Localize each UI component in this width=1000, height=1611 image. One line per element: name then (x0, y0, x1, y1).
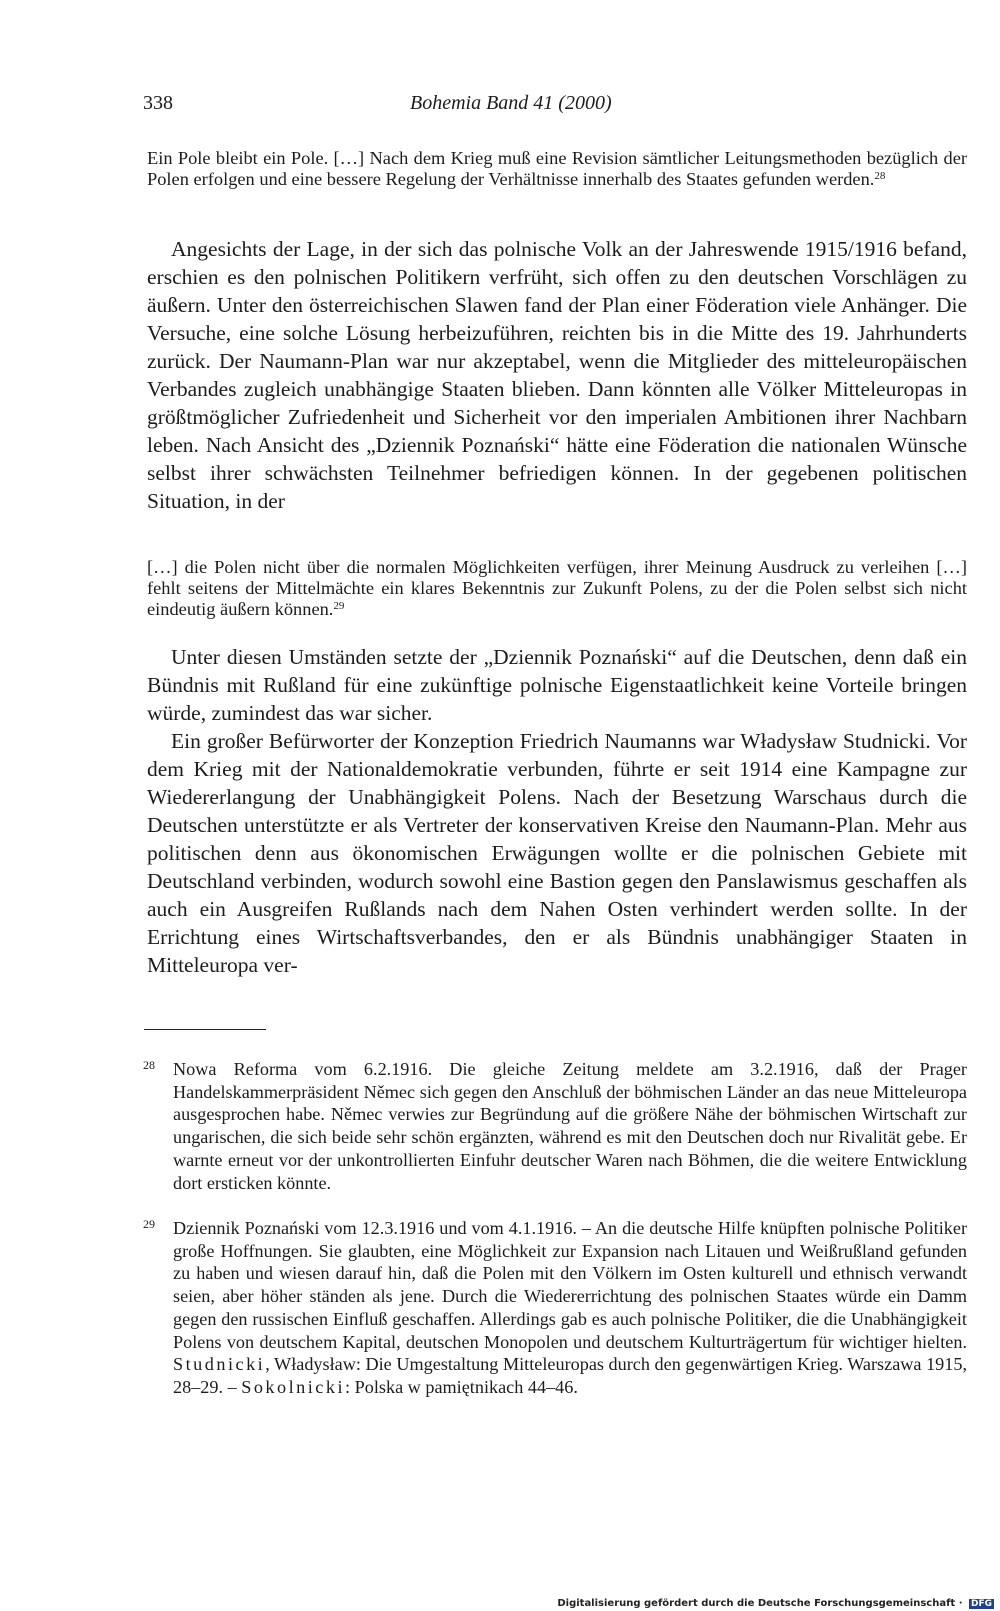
footnote-28-text: Nowa Reforma vom 6.2.1916. Die gleiche Zeitung meldete am 3.2.1916, daß der Prager Handelskammerpräsident Němec sich gegen den Anschluß der böhmischen Länder an das neue Mitteleuropa ausgesprochen habe. Němec verwies zur Begründung auf die größere Nähe der böhmischen Wirtschaft zur ungarischen, die sich beide sehr schön ergänzten, während es mit den Deutschen doch nur Rivalität gebe. Er warnte erneut vor der unkontrollierten Einfuhr deutscher Waren nach Böhmen, die die weitere Entwicklung dort ersticken könnte. (173, 1059, 967, 1193)
quote-1-text: Ein Pole bleibt ein Pole. […] Nach dem Krieg muß eine Revision sämtlicher Leitungsmethoden bezüglich der Polen erfolgen und eine bessere Regelung der Verhältnisse innerhalb des Staates gefunden werden. (147, 148, 967, 189)
footnote-29-author-2: Sokolnicki (241, 1376, 346, 1397)
footnote-29-text-a: Dziennik Poznański vom 12.3.1916 und vom 4.1.1916. – An die deutsche Hilfe knüpften polnische Politiker große Hoffnungen. Sie glaubten, eine Möglichkeit zur Expansion nach Litauen und Weißrußland gefunden zu haben und wiesen darauf hin, daß die Polen mit den Völkern im Osten kulturell und ethnisch verwandt seien, aber höher ständen als jene. Durch die Wiedererrichtung des polnischen Staates würde ein Damm gegen den russischen Einfluß geschaffen. Allerdings gab es auch polnische Politiker, die die Unabhängigkeit Polens von deutschem Kapital, deutschen Monopolen und deutschem Kulturträgertum für wichtiger hielten. (173, 1218, 967, 1352)
dfg-logo: DFG (970, 1599, 992, 1609)
page-number: 338 (143, 92, 173, 114)
footnote-ref-28: 28 (874, 169, 886, 182)
digitization-note: Digitalisierung gefördert durch die Deutsche Forschungsgemeinschaft (557, 1598, 956, 1609)
paragraph-3-text: Ein großer Befürworter der Konzeption Friedrich Naumanns war Władysław Studnicki. Vor dem Krieg mit der Nationaldemokratie verbunden, führte er seit 1914 eine Kampagne zur Wiedererlangung der Unabhängigkeit Polens. Nach der Besetzung Warschaus durch die Deutschen unterstützte er als Vertreter der konservativen Kreise den Naumann-Plan. Mehr aus politischen denn aus ökonomischen Erwägungen wollte er die polnischen Gebiete mit Deutschland verbinden, wodurch sowohl eine Bastion gegen den Panslawismus geschaffen als auch ein Ausgreifen Rußlands nach dem Nahen Osten verhindert werden sollte. In der Errichtung eines Wirtschaftsverbandes, den er als Bündnis unabhängiger Staaten in Mitteleuropa ver- (147, 729, 967, 977)
footnote-29-author-1: Studnicki (173, 1354, 266, 1375)
footnote-29-text (173, 1217, 967, 1399)
block-quote-2 (147, 557, 967, 620)
footnote-28 (143, 1058, 967, 1194)
footnote-29-text-b: , Władysław: Die Umgestaltung Mitteleuropas durch den gegenwärtigen Krieg. Warszawa 1915, 28–29. – (173, 1354, 967, 1397)
block-quote-1 (147, 148, 967, 190)
paragraph-group-2 (147, 643, 967, 979)
paragraph-1-text: Angesichts der Lage, in der sich das polnische Volk an der Jahreswende 1915/1916 befand, erschien es den polnischen Politikern verfrüht, sich offen zu den deutschen Vorschlägen zu äußern. Unter den österreichischen Slawen fand der Plan einer Föderation viele Anhänger. Die Versuche, eine solche Lösung herbeizuführen, reichten bis in die Mitte des 19. Jahrhunderts zurück. Der Naumann-Plan war nur akzeptabel, wenn die Mitglieder des mitteleuropäischen Verbandes zugleich unabhängige Staaten blieben. Dann könnten alle Völker Mitteleuropas in größtmöglicher Zufriedenheit und Sicherheit vor den imperialen Ambitionen ihrer Nachbarn leben. Nach Ansicht des „Dziennik Poznański“ hätte eine Föderation die nationalen Wünsche selbst ihrer schwächsten Teilnehmer befriedigen können. In der gegebenen politischen Situation, in der (147, 237, 967, 513)
footnote-number-28: 28 (143, 1058, 155, 1072)
running-head: Bohemia Band 41 (2000) (410, 92, 612, 114)
digitization-footer: Digitalisierung gefördert durch die Deutsche Forschungsgemeinschaft · DFG (557, 1598, 992, 1609)
paragraph-1 (147, 235, 967, 515)
footnote-number-29: 29 (143, 1217, 155, 1231)
footnote-divider (144, 1029, 266, 1030)
paragraph-2-text: Unter diesen Umständen setzte der „Dziennik Poznański“ auf die Deutschen, denn daß ein Bündnis mit Rußland für eine zukünftige polnische Eigenstaatlichkeit keine Vorteile bringen würde, zumindest das war sicher. (147, 645, 967, 725)
footnote-ref-29: 29 (333, 599, 345, 612)
quote-2-text: […] die Polen nicht über die normalen Möglichkeiten verfügen, ihrer Meinung Ausdruck zu verleihen […] fehlt seitens der Mittelmächte ein klares Bekenntnis zur Zukunft Polens, zu der die Polen selbst sich nicht eindeutig äußern können. (147, 557, 967, 619)
footnote-29 (143, 1217, 967, 1399)
footnote-29-text-c: : Polska w pamiętnikach 44–46. (345, 1376, 578, 1397)
